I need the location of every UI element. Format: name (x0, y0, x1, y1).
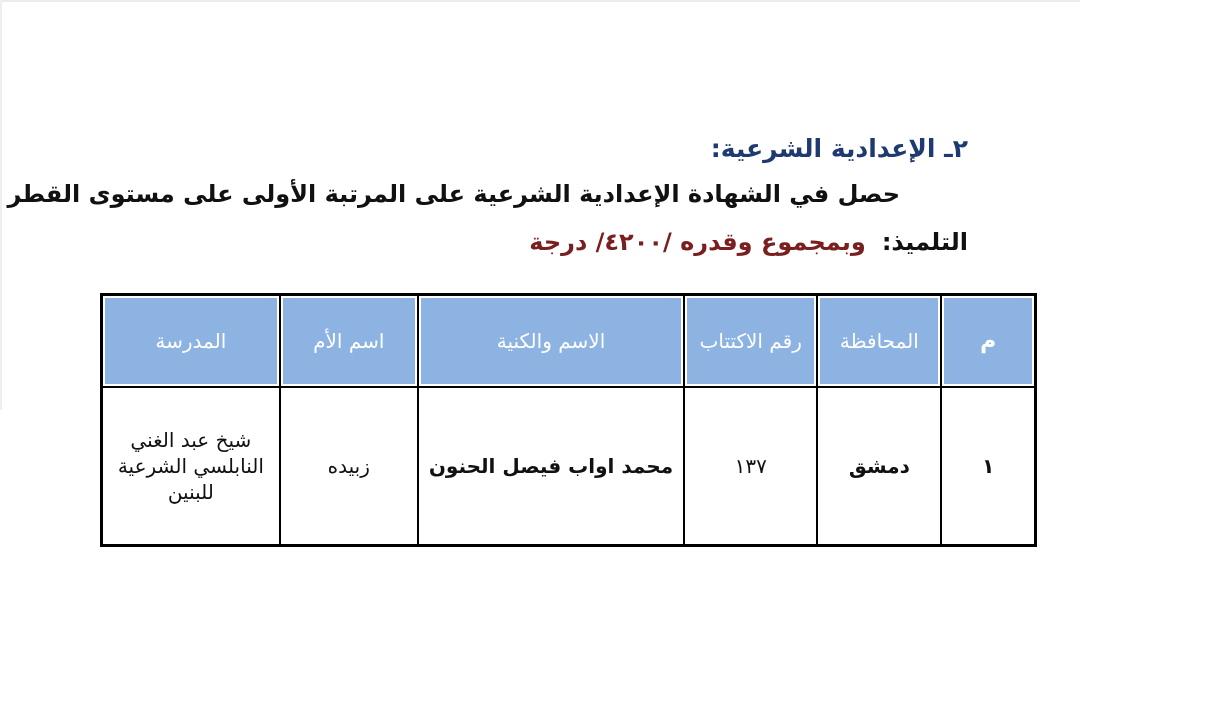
cell-subscription-number: ١٣٧ (684, 387, 817, 546)
table-header-row (102, 295, 1036, 388)
header-name: الاسم والكنية (418, 295, 684, 388)
header-subscription-number: رقم الاكتتاب (684, 295, 817, 388)
section-heading: ٢ـ الإعدادية الشرعية: (710, 134, 968, 163)
cell-school: شيخ عبد الغني النابلسي الشرعية للبنين (102, 387, 280, 546)
header-m: م (941, 295, 1035, 388)
paragraph-line-2 (529, 228, 968, 256)
table-row (102, 387, 1036, 546)
student-label: التلميذ: (881, 228, 968, 256)
header-mother-name: اسم الأم (280, 295, 418, 388)
paragraph-line-1: حصل في الشهادة الإعدادية الشرعية على المرتبة الأولى على مستوى القطر (7, 180, 900, 208)
left-border-line (0, 0, 2, 410)
cell-name: محمد اواب فيصل الحنون (418, 387, 684, 546)
total-score-text: وبمجموع وقدره /٤٢٠٠/ درجة (529, 228, 866, 256)
cell-mother-name: زبيده (280, 387, 418, 546)
results-table (100, 293, 1037, 547)
header-governorate: المحافظة (817, 295, 941, 388)
cell-governorate: دمشق (817, 387, 941, 546)
cell-m: ١ (941, 387, 1035, 546)
top-border-line (0, 0, 1080, 2)
header-school: المدرسة (102, 295, 280, 388)
